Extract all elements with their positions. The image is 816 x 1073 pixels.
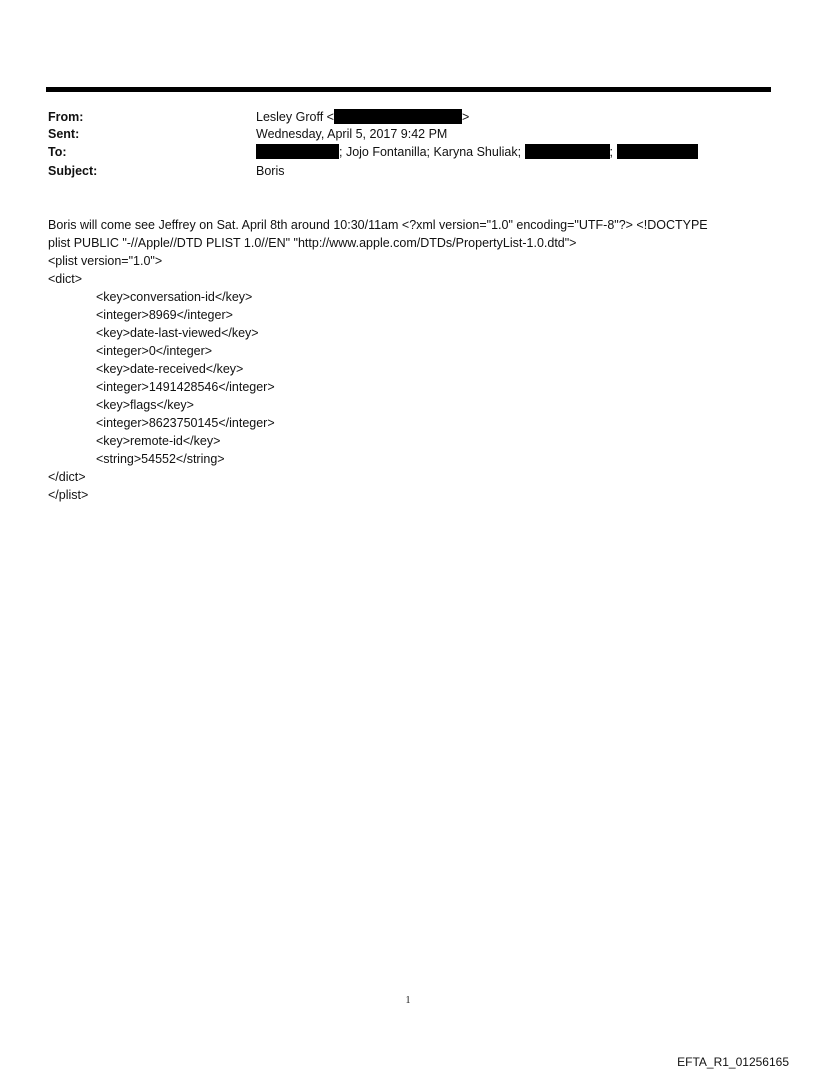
from-value <box>256 109 469 125</box>
redaction-box <box>256 144 339 159</box>
plist-line: <integer>8969</integer> <box>96 308 233 322</box>
to-label: To: <box>48 145 67 159</box>
redaction-box <box>334 109 462 124</box>
to-value <box>256 144 698 160</box>
to-recipients: ; Jojo Fontanilla; Karyna Shuliak; <box>339 145 522 159</box>
from-label: From: <box>48 110 84 124</box>
email-body <box>48 216 768 504</box>
plist-line: <key>date-last-viewed</key> <box>96 326 259 340</box>
to-separator: ; <box>609 145 614 159</box>
body-line: plist PUBLIC "-//Apple//DTD PLIST 1.0//EN" "http://www.apple.com/DTDs/PropertyList-1.0.dtd"> <box>48 236 577 250</box>
body-line: </plist> <box>48 488 89 502</box>
plist-line: <key>date-received</key> <box>96 362 244 376</box>
document-id: EFTA_R1_01256165 <box>677 1055 789 1069</box>
plist-line: <key>conversation-id</key> <box>96 290 253 304</box>
redaction-box <box>525 144 610 159</box>
body-line: <plist version="1.0"> <box>48 254 163 268</box>
redaction-box <box>617 144 698 159</box>
plist-line: <integer>8623750145</integer> <box>96 416 275 430</box>
plist-line: <string>54552</string> <box>96 452 225 466</box>
subject-label: Subject: <box>48 164 98 178</box>
sent-value: Wednesday, April 5, 2017 9:42 PM <box>256 127 448 141</box>
header-divider <box>46 87 771 92</box>
body-line: </dict> <box>48 470 86 484</box>
plist-line: <key>remote-id</key> <box>96 434 221 448</box>
from-name: Lesley Groff < <box>256 110 334 124</box>
page-number: 1 <box>405 995 411 1006</box>
body-line: Boris will come see Jeffrey on Sat. April 8th around 10:30/11am <?xml version="1.0" encoding="UTF-8"?> <!DOCTYPE <box>48 218 708 232</box>
sent-label: Sent: <box>48 127 80 141</box>
subject-value: Boris <box>256 164 285 178</box>
from-close: > <box>461 110 470 124</box>
plist-line: <integer>0</integer> <box>96 344 213 358</box>
body-line: <dict> <box>48 272 83 286</box>
plist-line: <integer>1491428546</integer> <box>96 380 275 394</box>
plist-line: <key>flags</key> <box>96 398 194 412</box>
